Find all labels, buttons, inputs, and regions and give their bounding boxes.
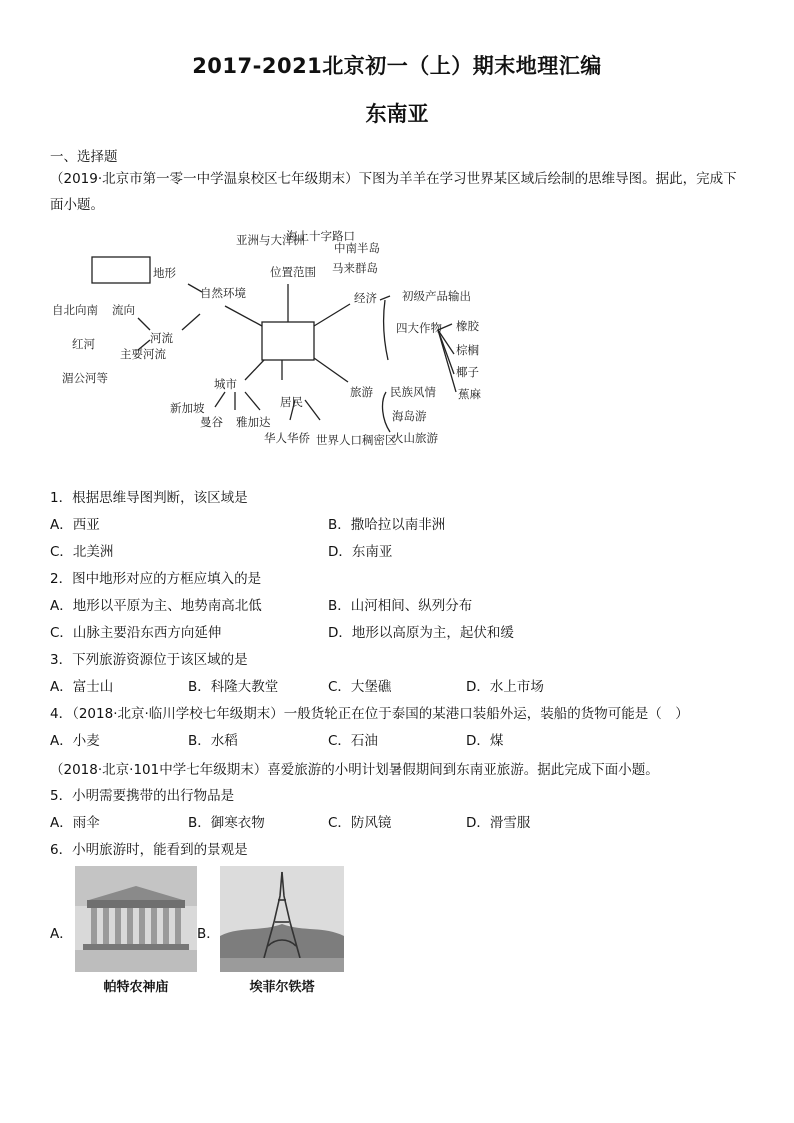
- mind-map-center-box: [262, 322, 314, 360]
- mm-ya-zhou: 亚洲与大洋洲: [236, 233, 305, 247]
- mm-zonglv: 棕榈: [456, 343, 479, 357]
- question-2-stem: 2．图中地形对应的方框应填入的是: [50, 571, 262, 587]
- eiffel-tower-caption: 埃菲尔铁塔: [249, 980, 315, 995]
- q1-option-b[interactable]: B．撒哈拉以南非洲: [328, 517, 446, 533]
- mm-manma: 蕉麻: [458, 387, 481, 401]
- question-6-stem: 6．小明旅游时，能看到的景观是: [50, 842, 248, 858]
- mm-zhongnan: 中南半岛: [334, 241, 380, 255]
- mm-shijie: 世界人口稠密区: [316, 433, 397, 447]
- q6-option-b-label[interactable]: B．: [197, 926, 220, 942]
- mm-yagada: 雅加达: [236, 415, 271, 429]
- mm-ziran: 自然环境: [200, 286, 246, 300]
- q1-option-d[interactable]: D．东南亚: [328, 544, 393, 560]
- mm-yezi: 椰子: [456, 365, 479, 379]
- page-title: 2017-2021北京初一（上）期末地理汇编: [192, 54, 602, 78]
- mm-mangu: 曼谷: [200, 415, 223, 429]
- mm-zibei: 自北向南: [52, 303, 98, 317]
- q4-option-a[interactable]: A．小麦: [50, 733, 100, 749]
- mm-haishang: 海上十字路口: [286, 229, 355, 243]
- mm-liuxiang: 流向: [112, 303, 135, 317]
- q3-option-b[interactable]: B．科隆大教堂: [188, 679, 279, 695]
- mm-minzu: 民族风情: [390, 385, 436, 399]
- eiffel-tower-image[interactable]: [220, 866, 344, 972]
- q1-option-c[interactable]: C．北美洲: [50, 544, 114, 560]
- mm-zhuyao: 主要河流: [120, 347, 166, 361]
- mm-dixing: 地形: [153, 266, 176, 280]
- q6-option-a-label[interactable]: A．: [50, 926, 73, 942]
- q1-option-a[interactable]: A．西亚: [50, 517, 100, 533]
- parthenon-caption: 帕特农神庙: [103, 980, 169, 995]
- mm-xinjiapo: 新加坡: [170, 401, 205, 415]
- q3-option-d[interactable]: D．水上市场: [466, 679, 544, 695]
- mm-meigong: 湄公河等: [62, 371, 108, 385]
- q2-option-a[interactable]: A．地形以平原为主、地势南高北低: [50, 598, 262, 614]
- mm-weizhi: 位置范围: [270, 265, 316, 279]
- question-3-stem: 3．下列旅游资源位于该区域的是: [50, 652, 248, 668]
- q2-option-d[interactable]: D．地形以高原为主，起伏和缓: [328, 625, 514, 641]
- mm-haidao: 海岛游: [392, 409, 427, 423]
- section-heading: 一、选择题: [50, 149, 118, 165]
- mm-heliu: 河流: [150, 331, 173, 345]
- q2-option-b[interactable]: B．山河相间、纵列分布: [328, 598, 473, 614]
- question-group-intro-1: （2019·北京市第一零一中学温泉校区七年级期末）下图为羊羊在学习世界某区域后绘制的思维导图。据此，完成下面小题。: [50, 171, 737, 213]
- mm-jumin: 居民: [280, 395, 303, 409]
- q4-option-c[interactable]: C．石油: [328, 733, 378, 749]
- mm-chuji: 初级产品输出: [402, 289, 471, 303]
- question-4-stem: 4．（2018·北京·临川学校七年级期末）一般货轮正在位于泰国的某港口装船外运，装船的货物可能是（ ）: [50, 706, 689, 722]
- mm-sida: 四大作物: [396, 321, 442, 335]
- mm-malai: 马来群岛: [332, 261, 378, 275]
- q3-option-c[interactable]: C．大堡礁: [328, 679, 392, 695]
- q3-option-a[interactable]: A．富士山: [50, 679, 114, 695]
- q4-option-d[interactable]: D．煤: [466, 733, 504, 749]
- question-5-stem: 5．小明需要携带的出行物品是: [50, 788, 235, 804]
- q5-option-c[interactable]: C．防风镜: [328, 815, 392, 831]
- page-subtitle: 东南亚: [365, 102, 429, 126]
- mm-chengshi: 城市: [214, 377, 237, 391]
- mm-lvyou: 旅游: [350, 385, 373, 399]
- q2-option-c[interactable]: C．山脉主要沿东西方向延伸: [50, 625, 222, 641]
- q5-option-d[interactable]: D．滑雪服: [466, 815, 531, 831]
- mm-huaren: 华人华侨: [264, 431, 310, 445]
- parthenon-image[interactable]: [75, 866, 197, 972]
- question-1-stem: 1．根据思维导图判断，该区域是: [50, 490, 248, 506]
- mm-huoshan: 火山旅游: [392, 431, 438, 445]
- mm-honghe: 红河: [72, 337, 95, 351]
- question-group-intro-2: （2018·北京·101中学七年级期末）喜爱旅游的小明计划暑假期间到东南亚旅游。据此完成下面小题。: [50, 762, 659, 778]
- mind-map-diagram: [50, 222, 500, 472]
- mind-map-blank-box: [92, 257, 150, 283]
- q4-option-b[interactable]: B．水稻: [188, 733, 238, 749]
- q5-option-b[interactable]: B．御寒衣物: [188, 815, 265, 831]
- q5-option-a[interactable]: A．雨伞: [50, 815, 100, 831]
- mm-jingji: 经济: [354, 291, 377, 305]
- mm-xiangjiao: 橡胶: [456, 319, 479, 333]
